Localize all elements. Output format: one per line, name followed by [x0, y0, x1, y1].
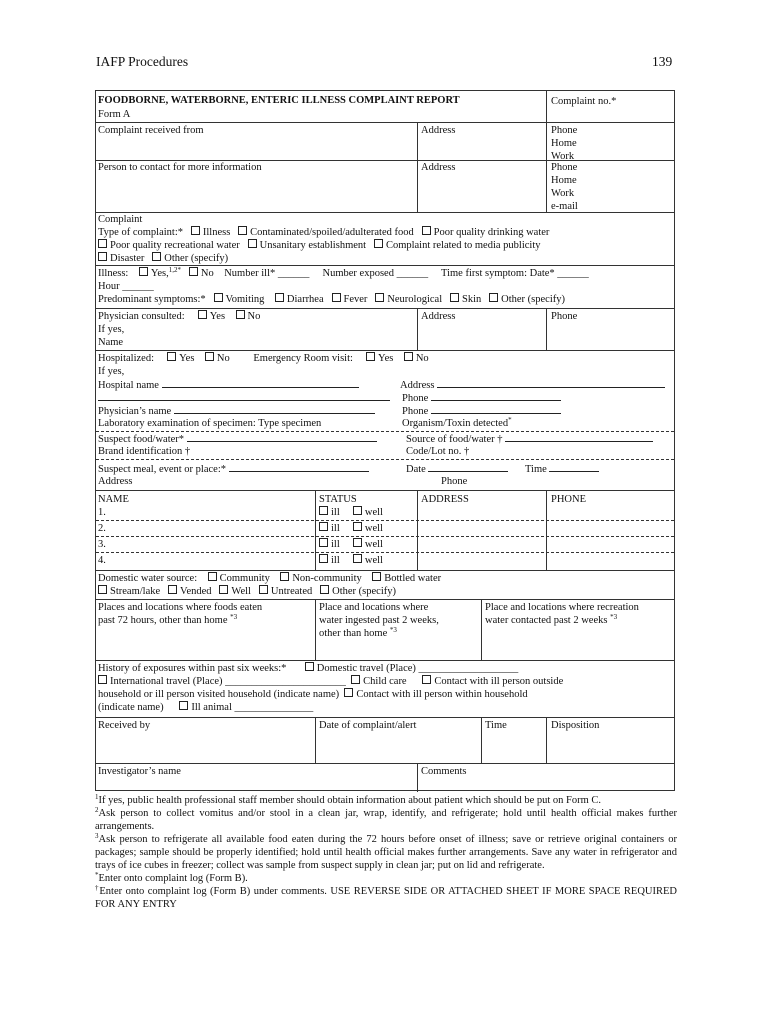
- bottled-water-checkbox[interactable]: [372, 572, 381, 581]
- investigator-row[interactable]: [96, 763, 674, 792]
- contact-within-checkbox[interactable]: [344, 688, 353, 697]
- source-food-field[interactable]: Source of food/water †: [406, 432, 653, 446]
- illness-row: [96, 265, 674, 308]
- vended-checkbox[interactable]: [168, 585, 177, 594]
- page-number: 139: [652, 54, 673, 69]
- suspect-food-row: [96, 431, 674, 460]
- places-food-label-1: Places and locations where foods eaten: [98, 602, 263, 613]
- contaminated-food-checkbox[interactable]: [238, 226, 247, 235]
- persons-table: [96, 490, 674, 570]
- table-row[interactable]: 2.: [98, 523, 106, 534]
- illness-yes-checkbox[interactable]: [139, 267, 148, 276]
- history-line-3: household or ill person visited household (indicate name) Contact with ill person within household: [98, 689, 528, 700]
- work-label: Work: [551, 151, 575, 162]
- complaint-no-label: Complaint no.*: [551, 96, 617, 107]
- history-row: [96, 660, 674, 717]
- hospitalized-yes-checkbox[interactable]: [167, 352, 176, 361]
- illness-checkbox[interactable]: [191, 226, 200, 235]
- if-yes-label: If yes,: [98, 324, 125, 335]
- diarrhea-checkbox[interactable]: [275, 293, 284, 302]
- hospitalized-no-checkbox[interactable]: [205, 352, 214, 361]
- recreational-water-checkbox[interactable]: [98, 239, 107, 248]
- address-label: Address: [421, 125, 456, 136]
- status-cell: ill well: [319, 522, 383, 535]
- received-by-row[interactable]: [96, 717, 674, 763]
- ill-checkbox[interactable]: [319, 538, 328, 547]
- physician-yes-checkbox[interactable]: [198, 310, 207, 319]
- physician-no-checkbox[interactable]: [236, 310, 245, 319]
- table-header-name: NAME: [98, 494, 129, 505]
- history-line-4: (indicate name) Ill animal _______________: [98, 702, 314, 713]
- illness-no-checkbox[interactable]: [189, 267, 198, 276]
- skin-checkbox[interactable]: [450, 293, 459, 302]
- footnotes: [95, 794, 677, 911]
- contact-person-row[interactable]: [96, 160, 674, 212]
- community-checkbox[interactable]: [208, 572, 217, 581]
- ill-checkbox[interactable]: [319, 554, 328, 563]
- hospitalized-row: [96, 350, 674, 431]
- water-source-line-2: Stream/lake Vended Well Untreated Other (specify): [98, 585, 396, 598]
- table-row[interactable]: 3.: [98, 539, 106, 550]
- number-exposed-field[interactable]: Number exposed ______: [322, 268, 429, 279]
- number-ill-field[interactable]: Number ill* ______: [224, 268, 310, 279]
- date-complaint-label: Date of complaint/alert: [319, 720, 417, 731]
- hospital-name-field[interactable]: Hospital name: [98, 378, 359, 392]
- well-checkbox[interactable]: [353, 538, 362, 547]
- physician-phone-field[interactable]: Phone: [402, 404, 561, 418]
- name-label: Name: [98, 337, 124, 348]
- home-label: Home: [551, 175, 577, 186]
- meal-date-field[interactable]: Date: [406, 462, 508, 476]
- well-water-checkbox[interactable]: [219, 585, 228, 594]
- received-by-label: Received by: [98, 720, 151, 731]
- received-from-row[interactable]: [96, 122, 674, 160]
- suspect-meal-field[interactable]: Suspect meal, event or place:*: [98, 462, 369, 476]
- complaint-type-row: [96, 212, 674, 265]
- table-row[interactable]: 4.: [98, 555, 106, 566]
- complaint-report-form: [95, 90, 675, 791]
- suspect-food-field[interactable]: Suspect food/water*: [98, 432, 377, 446]
- form-subtitle: Form A: [98, 109, 131, 120]
- complaint-type-line-2: Poor quality recreational water Unsanitary establishment Complaint related to media publicity: [98, 239, 540, 252]
- media-publicity-checkbox[interactable]: [374, 239, 383, 248]
- footnote-2: $^2$Ask person to collect vomitus and/or stool in a clean jar, wrap, identify, and refrigerate; hold until health official makes further arrangements.: [95, 806, 677, 832]
- untreated-checkbox[interactable]: [259, 585, 268, 594]
- home-label: Home: [551, 138, 577, 149]
- vomiting-checkbox[interactable]: [214, 293, 223, 302]
- lab-exam-label: Laboratory examination of specimen: Type specimen: [98, 418, 322, 429]
- brand-label: Brand identification †: [98, 446, 191, 457]
- drinking-water-checkbox[interactable]: [422, 226, 431, 235]
- places-row: [96, 599, 674, 660]
- status-cell: ill well: [319, 538, 383, 551]
- meal-time-field[interactable]: Time: [525, 462, 599, 476]
- table-header-address: ADDRESS: [421, 494, 469, 505]
- title-row: [96, 91, 674, 122]
- intl-travel-checkbox[interactable]: [98, 675, 107, 684]
- status-cell: ill well: [319, 506, 383, 519]
- well-checkbox[interactable]: [353, 506, 362, 515]
- phone-label: Phone: [551, 162, 578, 173]
- footnote-1: $^1$If yes, public health professional staff member should obtain information about patient which should be put on Form C.: [95, 793, 602, 806]
- physician-row: [96, 308, 674, 350]
- disaster-checkbox[interactable]: [98, 252, 107, 261]
- address-label: Address: [421, 162, 456, 173]
- physician-consulted-line: Physician consulted: Yes No: [98, 311, 261, 322]
- hour-field[interactable]: Hour ______: [98, 281, 154, 292]
- suspect-meal-row: [96, 460, 674, 490]
- water-source-line-1: Domestic water source: Community Non-community Bottled water: [98, 573, 442, 584]
- places-water-label-1: Place and locations where: [319, 602, 429, 613]
- status-cell: ill well: [319, 554, 383, 567]
- stream-lake-checkbox[interactable]: [98, 585, 107, 594]
- er-yes-checkbox[interactable]: [366, 352, 375, 361]
- footnote-dagger: †Enter onto complaint log (Form B) under comments. USE REVERSE SIDE OR ATTACHED SHEET IF MORE SPACE REQUIRED FOR ANY ENTRY: [95, 884, 677, 910]
- running-header-title: IAFP Procedures: [96, 54, 189, 69]
- hospital-phone-field[interactable]: Phone: [402, 391, 561, 405]
- other-water-checkbox[interactable]: [320, 585, 329, 594]
- domestic-travel-checkbox[interactable]: [305, 662, 314, 671]
- time-first-symptom-field[interactable]: Time first symptom: Date* ______: [441, 268, 589, 279]
- contact-outside-checkbox[interactable]: [422, 675, 431, 684]
- organism-label: Organism/Toxin detected*: [402, 416, 512, 429]
- ill-checkbox[interactable]: [319, 506, 328, 515]
- places-water-label-2: water ingested past 2 weeks,: [319, 615, 439, 626]
- hospitalized-line: Hospitalized: Yes No Emergency Room visit: Yes No: [98, 353, 429, 364]
- phone-label: Phone: [551, 311, 578, 322]
- places-water-label-3: other than home $^{*3}$: [319, 626, 397, 639]
- table-row[interactable]: 1.: [98, 507, 106, 518]
- neurological-checkbox[interactable]: [375, 293, 384, 302]
- well-checkbox[interactable]: [353, 554, 362, 563]
- footnote-star: *Enter onto complaint log (Form B).: [95, 871, 248, 884]
- contact-person-label: Person to contact for more information: [98, 162, 262, 173]
- places-rec-label-2: water contacted past 2 weeks $^{*3}$: [485, 613, 618, 626]
- places-food-label-2: past 72 hours, other than home $^{*3}$: [98, 613, 238, 626]
- table-header-phone: PHONE: [551, 494, 587, 505]
- table-header-status: STATUS: [319, 494, 357, 505]
- child-care-checkbox[interactable]: [351, 675, 360, 684]
- non-community-checkbox[interactable]: [280, 572, 289, 581]
- symptoms-line: Predominant symptoms:* Vomiting Diarrhea Fever Neurological Skin Other (specify): [98, 294, 565, 305]
- history-line-1: History of exposures within past six weeks:* Domestic travel (Place) ___________________: [98, 663, 519, 674]
- if-yes-label: If yes,: [98, 366, 125, 377]
- other-complaint-checkbox[interactable]: [152, 252, 161, 261]
- complaint-label: Complaint: [98, 214, 143, 225]
- phone-label: Phone: [551, 125, 578, 136]
- complaint-type-line-1: Type of complaint:* Illness Contaminated/spoiled/adulterated food Poor quality drinking water: [98, 227, 550, 238]
- form-title: FOODBORNE, WATERBORNE, ENTERIC ILLNESS COMPLAINT REPORT: [98, 95, 460, 106]
- email-label: e-mail: [551, 201, 578, 212]
- fever-checkbox[interactable]: [332, 293, 341, 302]
- physician-name-field[interactable]: Physician’s name: [98, 404, 375, 418]
- time-label: Time: [485, 720, 507, 731]
- footnote-3: $^3$Ask person to refrigerate all available food eaten during the 72 hours before onset of illness; save or retrieve original containers or packages; sample should be properly identified; hold until health official makes further arrangements. Save any water in refrigerator and trays of ice cubes in freezer; collect was sample from suspect supply in clean jar; put on lid and refrigerate.: [95, 832, 677, 871]
- meal-address-label: Address: [98, 476, 133, 487]
- meal-phone-label: Phone: [441, 476, 468, 487]
- illness-line-1: Illness: Yes,$^{1,2*}$ No Number ill* ______ Number exposed ______ Time first symptom: Date* ______: [98, 266, 589, 279]
- address-label: Address: [421, 311, 456, 322]
- water-source-row: [96, 570, 674, 599]
- well-checkbox[interactable]: [353, 522, 362, 531]
- comments-label: Comments: [421, 766, 467, 777]
- ill-animal-checkbox[interactable]: [179, 701, 188, 710]
- work-label: Work: [551, 188, 575, 199]
- places-rec-label-1: Place and locations where recreation: [485, 602, 639, 613]
- ill-checkbox[interactable]: [319, 522, 328, 531]
- investigator-label: Investigator’s name: [98, 766, 181, 777]
- code-lot-label: Code/Lot no. †: [406, 446, 470, 457]
- history-line-2: International travel (Place) _______________________ Child care Contact with ill person outside: [98, 675, 563, 688]
- complaint-type-line-3: Disaster Other (specify): [98, 252, 228, 265]
- received-from-label: Complaint received from: [98, 125, 204, 136]
- hospital-name-line-2[interactable]: [98, 391, 390, 405]
- unsanitary-checkbox[interactable]: [248, 239, 257, 248]
- hospital-address-field[interactable]: Address: [400, 378, 665, 392]
- other-symptom-checkbox[interactable]: [489, 293, 498, 302]
- er-no-checkbox[interactable]: [404, 352, 413, 361]
- disposition-label: Disposition: [551, 720, 600, 731]
